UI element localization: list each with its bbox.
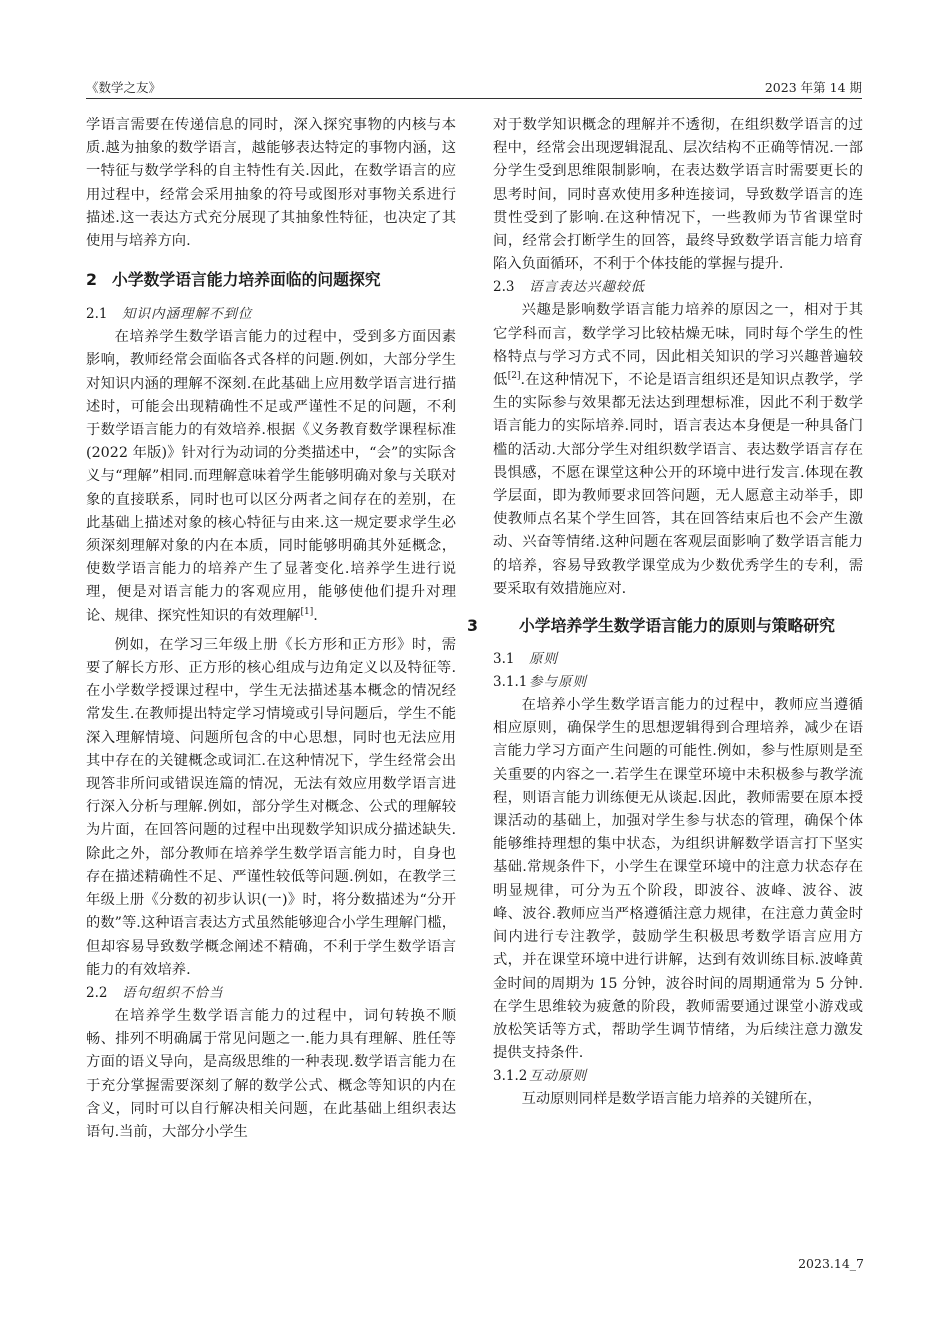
section-number: 3 <box>467 616 478 636</box>
paragraph: 在培养学生数学语言能力的过程中，词句转换不顺畅、排列不明确属于常见问题之一.能力具有理解、胜任等方面的语义导向，是高级思维的一种表现.数学语言能力在于充分掌握需要深刻了解的数学公式、概念等知识的内在含义，同时可以自行解决相关问题，在此基础上组织表达语句.当前，大部分小学生 <box>86 1007 456 1140</box>
paragraph: 学语言需要在传递信息的同时，深入探究事物的内核与本质.越为抽象的数学语言，越能够表达特定的事物内涵，这一特征与数学学科的自主特性有关.因此，在数学语言的应用过程中，经常会采用抽象的符号或图形对事物关系进行描述.这一表达方式充分展现了其抽象性特征，也决定了其使用与培养方向. <box>86 117 456 250</box>
subsection-title: 语句组织不恰当 <box>122 984 224 1001</box>
subsection-title: 参与原则 <box>529 674 587 691</box>
citation-ref: [2] <box>507 371 521 382</box>
subsection-heading-3-1-2 <box>493 1065 863 1088</box>
section-number: 2 <box>86 270 97 290</box>
subsection-title: 互动原则 <box>529 1068 587 1085</box>
paragraph <box>86 326 456 628</box>
paragraph-text: 在培养学生数学语言能力的过程中，受到多方面因素影响，教师经常会面临各式各样的问题.例如，大部分学生对知识内涵的理解不深刻.在此基础上应用数学语言进行描述时，可能会出现精确性不足或严谨性不足的问题，不利于数学语言能力的有效培养.根据《义务教育数学课程标准(2022 年版)》针对行为动词的分类描述中，“会”的实际含义与“理解”相同.而理解意味着学生能够明确对象与关联对象的直接联系，同时也可以区分两者之间存在的差别，在此基础上描述对象的核心特征与由来.这一规定要求学生必须深刻理解对象的内在本质，同时能够明确其外延概念，使数学语言能力的培养产生了显著变化.培养学生进行说理，便是对语言能力的客观应用，能够使他们提升对理论、规律、探究性知识的有效理解 <box>86 329 456 624</box>
paragraph: 对于数学知识概念的理解并不透彻，在组织数学语言的过程中，经常会出现逻辑混乱、层次结构不正确等情况.一部分学生受到思维限制影响，在表达数学语言时需要更长的思考时间，同时喜欢使用多种连接词，导致数学语言的连贯性受到了影响.在这种情况下，一些教师为节省课堂时间，经常会打断学生的回答，最终导致数学语言能力培育陷入负面循环，不利于个体技能的掌握与提升. <box>493 117 863 273</box>
subsection-heading-2-2 <box>86 982 456 1005</box>
paragraph-end: . <box>313 607 318 624</box>
subsection-heading-2-3 <box>493 276 863 299</box>
subsection-heading-3-1-1 <box>493 671 863 694</box>
paragraph: 在培养小学生数学语言能力的过程中，教师应当遵循相应原则，确保学生的思想逻辑得到合理培养，减少在语言能力学习方面产生问题的可能性.例如，参与性原则是至关重要的内容之一.若学生在课堂环境中未积极参与教学流程，则语言能力训练便无从谈起.因此，教师需要在原本授课活动的基础上，加强对学生参与状态的管理，确保个体能够维持理想的集中状态，为组织讲解数学语言打下坚实基础.常规条件下，小学生在课堂环境中的注意力状态存在明显规律，可分为五个阶段，即波谷、波峰、波谷、波峰、波谷.教师应当严格遵循注意力规律，在注意力黄金时间内进行专注教学，鼓励学生积极思考数学语言应用方式，并在课堂环境中进行讲解，达到有效训练目标.波峰黄金时间的周期为 15 分钟，波谷时间的周期通常为 5 分钟.在学生思维较为疲惫的阶段，教师需要通过课堂小游戏或放松笑话等方式，帮助学生调节情绪，为后续注意力激发提供支持条件. <box>493 697 863 1062</box>
subsection-number: 3.1 <box>493 651 515 668</box>
paragraph-text: 兴趣是影响数学语言能力培养的原因之一，相对于其它学科而言，数学学习比较枯燥无味，同时每个学生的性格特点与学习方式不同，因此相关知识的学习兴趣普遍较低 <box>493 302 863 389</box>
citation-ref: [1] <box>300 606 314 617</box>
subsection-number: 2.3 <box>493 279 515 296</box>
journal-name: 《数学之友》 <box>86 80 162 95</box>
subsection-title: 知识内涵理解不到位 <box>122 306 253 323</box>
subsection-number: 3.1.2 <box>493 1068 528 1085</box>
section-heading-2 <box>86 267 456 292</box>
paragraph <box>493 299 863 601</box>
subsection-title: 原则 <box>529 651 558 668</box>
section-title: 小学数学语言能力培养面临的问题探究 <box>112 270 381 290</box>
paragraph-text-cont: .在这种情况下，不论是语言组织还是知识点教学，学生的实际参与效果都无法达到理想标准，因此不利于数学语言能力的实际培养.同时，语言表达本身便是一种具备门槛的活动.大部分学生对组织数学语言、表达数学语言存在畏惧感，不愿在课堂这种公开的环境中进行发言.体现在教学层面，即为教师要求回答问题，无人愿意主动举手，即使教师点名某个学生回答，其在回答结束后也不会产生激动、兴奋等情绪.这种问题在客观层面影响了数学语言能力的培养，容易导致教学课堂成为少数优秀学生的专利，需要采取有效措施应对. <box>493 372 864 597</box>
issue-label: 2023 年第 14 期 <box>764 80 862 95</box>
section-title: 小学培养学生数学语言能力的原则与策略研究 <box>519 616 835 636</box>
paragraph: 互动原则同样是数学语言能力培养的关键所在， <box>521 1091 822 1108</box>
section-heading-3 <box>467 613 863 638</box>
subsection-heading-3-1 <box>493 648 863 671</box>
right-column <box>467 114 864 1112</box>
subsection-heading-2-1 <box>86 303 456 326</box>
left-column <box>86 114 456 1144</box>
subsection-number: 2.1 <box>86 306 108 323</box>
paragraph: 例如，在学习三年级上册《长方形和正方形》时，需要了解长方形、正方形的核心组成与边角定义以及特征等.在小学数学授课过程中，学生无法描述基本概念的情况经常发生.在教师提出特定学习情境或引导问题后，学生不能深入理解情境、问题所包含的中心思想，同时也无法应用其中存在的关键概念或词汇.在这种情况下，学生经常会出现答非所问或错误连篇的情况，无法有效应用数学语言进行深入分析与理解.例如，部分学生对概念、公式的理解较为片面，在回答问题的过程中出现数学知识成分描述缺失.除此之外，部分教师在培养学生数学语言能力时，自身也存在描述精确性不足、严谨性较低等问题.例如，在教学三年级上册《分数的初步认识(一)》时，将分数描述为“分开的数”等.这种语言表达方式虽然能够迎合小学生理解门槛，但却容易导致数学概念阐述不精确，不利于学生数学语言能力的有效培养. <box>86 636 456 978</box>
subsection-number: 2.2 <box>86 984 108 1001</box>
page-number: 2023.14_7 <box>798 1256 864 1271</box>
running-header <box>86 74 862 99</box>
subsection-title: 语言表达兴趣较低 <box>529 279 645 296</box>
subsection-number: 3.1.1 <box>493 674 528 691</box>
